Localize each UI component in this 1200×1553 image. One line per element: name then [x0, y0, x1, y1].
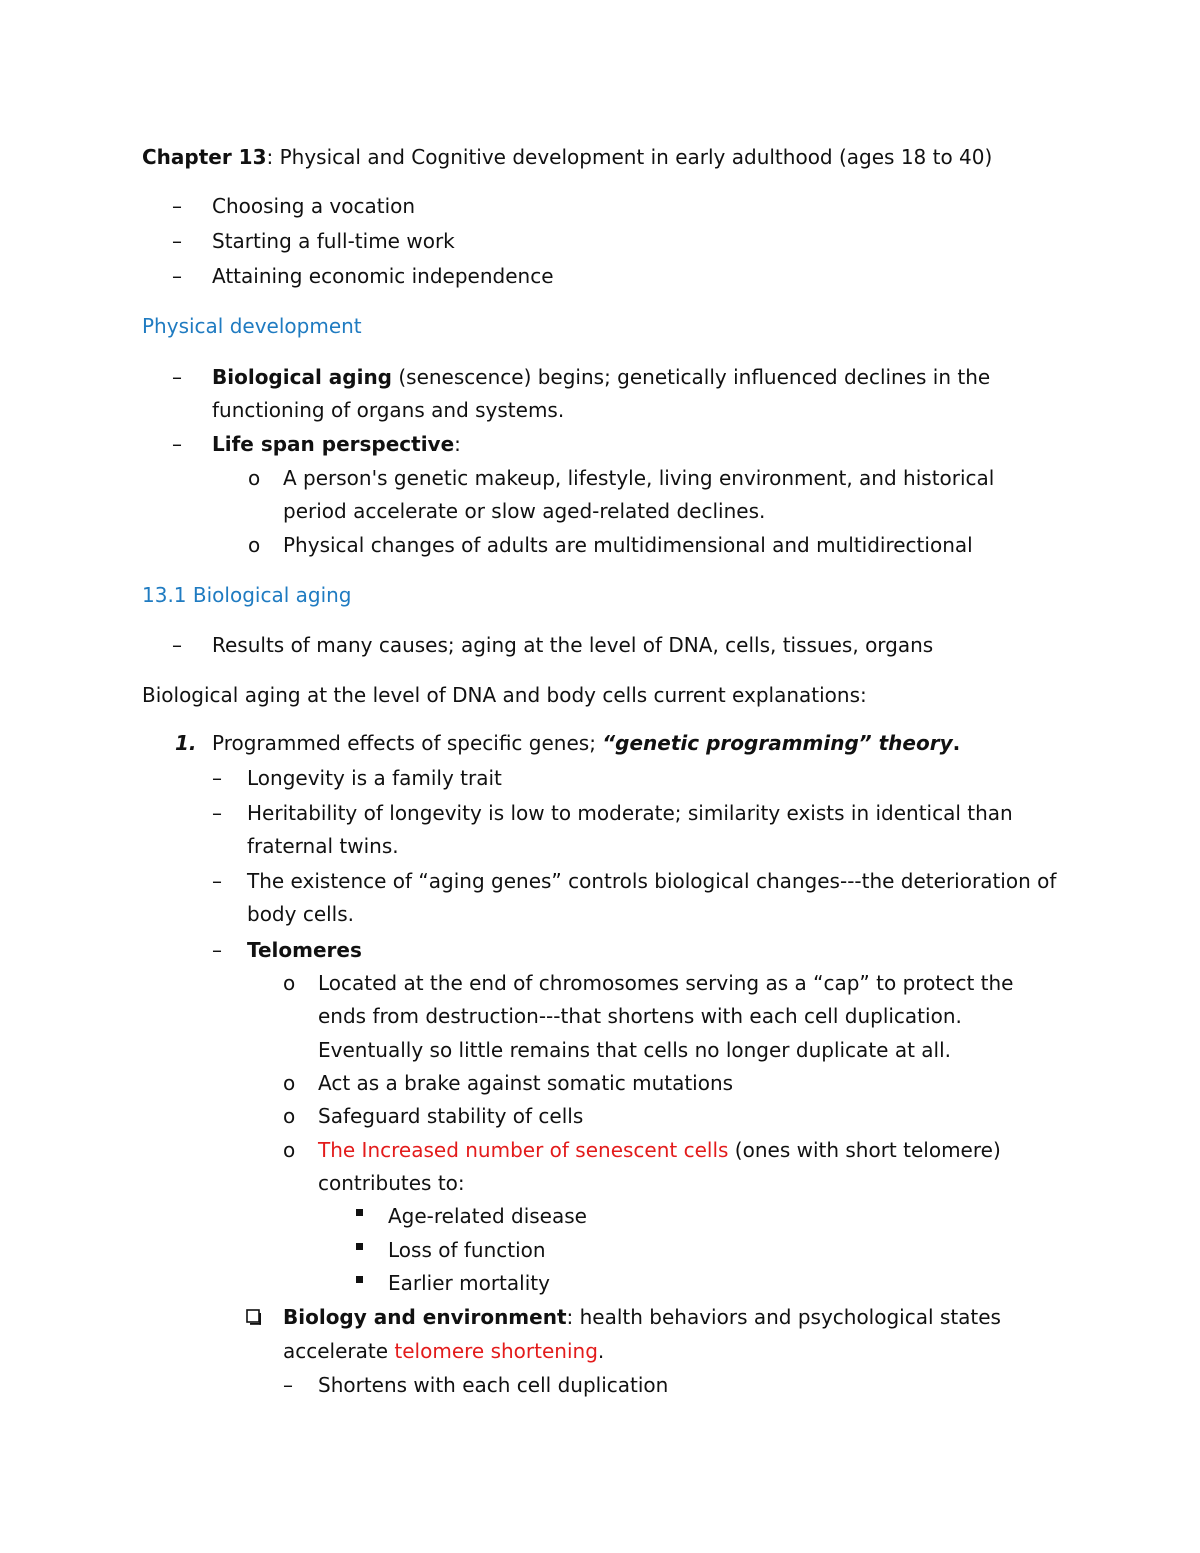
paragraph: Biological aging at the level of DNA and body cells current explanations:: [142, 683, 867, 707]
number-marker: 1.: [175, 731, 197, 755]
sub-sub-list-item: Safeguard stability of cells: [318, 1104, 584, 1128]
sub-list-item-continuation: body cells.: [247, 902, 355, 926]
sub-list-item: Shortens with each cell duplication: [318, 1373, 669, 1397]
sub-sub-list-item-continuation: Eventually so little remains that cells no longer duplicate at all.: [318, 1038, 951, 1062]
chapter-title: : Physical and Cognitive development in early adulthood (ages 18 to 40): [266, 145, 993, 169]
sub-sub-list-item: [318, 1138, 1001, 1162]
sub-list-item-continuation: period accelerate or slow aged-related declines.: [283, 499, 766, 523]
list-item: Results of many causes; aging at the level of DNA, cells, tissues, organs: [212, 633, 934, 657]
checkbox-item-text: : health behaviors and psychological states: [566, 1305, 1001, 1329]
sub-list-item: Longevity is a family trait: [247, 766, 502, 790]
term-biological-aging: Biological aging: [212, 365, 392, 389]
sub-list-item: Heritability of longevity is low to moderate; similarity exists in identical than: [247, 801, 1013, 825]
dash-marker: –: [172, 264, 182, 288]
dash-marker: –: [172, 194, 182, 218]
dash-marker: –: [172, 432, 182, 456]
list-item-continuation: functioning of organs and systems.: [212, 398, 565, 422]
sub-sub-list-item-continuation: contributes to:: [318, 1171, 465, 1195]
term-biology-and-environment: Biology and environment: [283, 1305, 567, 1329]
circle-marker: o: [283, 1104, 296, 1128]
square-bullet-item: Age-related disease: [388, 1204, 587, 1228]
square-bullet-item: Loss of function: [388, 1238, 546, 1262]
chapter-heading: [142, 145, 992, 169]
dash-marker: –: [172, 633, 182, 657]
chapter-label: Chapter 13: [142, 145, 267, 169]
circle-marker: o: [283, 1138, 296, 1162]
sub-list-item: The existence of “aging genes” controls biological changes---the deterioration of: [247, 869, 1057, 893]
checkbox-item: [283, 1305, 1001, 1329]
dash-marker: –: [283, 1373, 293, 1397]
sub-list-item: Physical changes of adults are multidimensional and multidirectional: [283, 533, 973, 557]
dash-marker: –: [172, 229, 182, 253]
highlight-telomere-shortening: telomere shortening: [394, 1339, 598, 1363]
circle-marker: o: [283, 971, 296, 995]
circle-marker: o: [248, 466, 261, 490]
square-bullet-item: Earlier mortality: [388, 1271, 550, 1295]
dash-marker: –: [212, 869, 222, 893]
checkbox-item-continuation: [283, 1339, 604, 1363]
sub-sub-list-item-text: (ones with short telomere): [728, 1138, 1001, 1162]
checkbox-item-text: accelerate: [283, 1339, 395, 1363]
highlight-senescent-cells: The Increased number of senescent cells: [318, 1138, 729, 1162]
sub-list-item: A person's genetic makeup, lifestyle, living environment, and historical: [283, 466, 995, 490]
section-heading-physical: Physical development: [142, 314, 362, 338]
list-item: [212, 365, 990, 389]
sub-sub-list-item: Act as a brake against somatic mutations: [318, 1071, 734, 1095]
colon: :: [454, 432, 461, 456]
term-telomeres: Telomeres: [247, 938, 362, 962]
dash-marker: –: [212, 801, 222, 825]
dash-marker: –: [212, 938, 222, 962]
square-bullet-marker: [356, 1209, 363, 1216]
square-bullet-marker: [356, 1243, 363, 1250]
period: .: [952, 731, 961, 755]
section-heading-biological-aging: 13.1 Biological aging: [142, 583, 352, 607]
period: .: [597, 1339, 605, 1363]
list-item: Choosing a vocation: [212, 194, 416, 218]
numbered-item: [212, 731, 960, 755]
square-bullet-marker: [356, 1276, 363, 1283]
checkbox-bullet-icon: [246, 1309, 262, 1325]
term-life-span-perspective: Life span perspective: [212, 432, 455, 456]
numbered-item-text: Programmed effects of specific genes;: [212, 731, 603, 755]
dash-marker: –: [212, 766, 222, 790]
dash-marker: –: [172, 365, 182, 389]
circle-marker: o: [248, 533, 261, 557]
list-item: [212, 432, 461, 456]
list-item: Starting a full-time work: [212, 229, 455, 253]
sub-sub-list-item: Located at the end of chromosomes serving as a “cap” to protect the: [318, 971, 1014, 995]
list-item: Attaining economic independence: [212, 264, 554, 288]
sub-list-item-continuation: fraternal twins.: [247, 834, 399, 858]
circle-marker: o: [283, 1071, 296, 1095]
list-item-text: (senescence) begins; genetically influenced declines in the: [392, 365, 991, 389]
term-genetic-programming-theory: “genetic programming” theory: [602, 731, 953, 755]
sub-sub-list-item-continuation: ends from destruction---that shortens with each cell duplication.: [318, 1004, 962, 1028]
